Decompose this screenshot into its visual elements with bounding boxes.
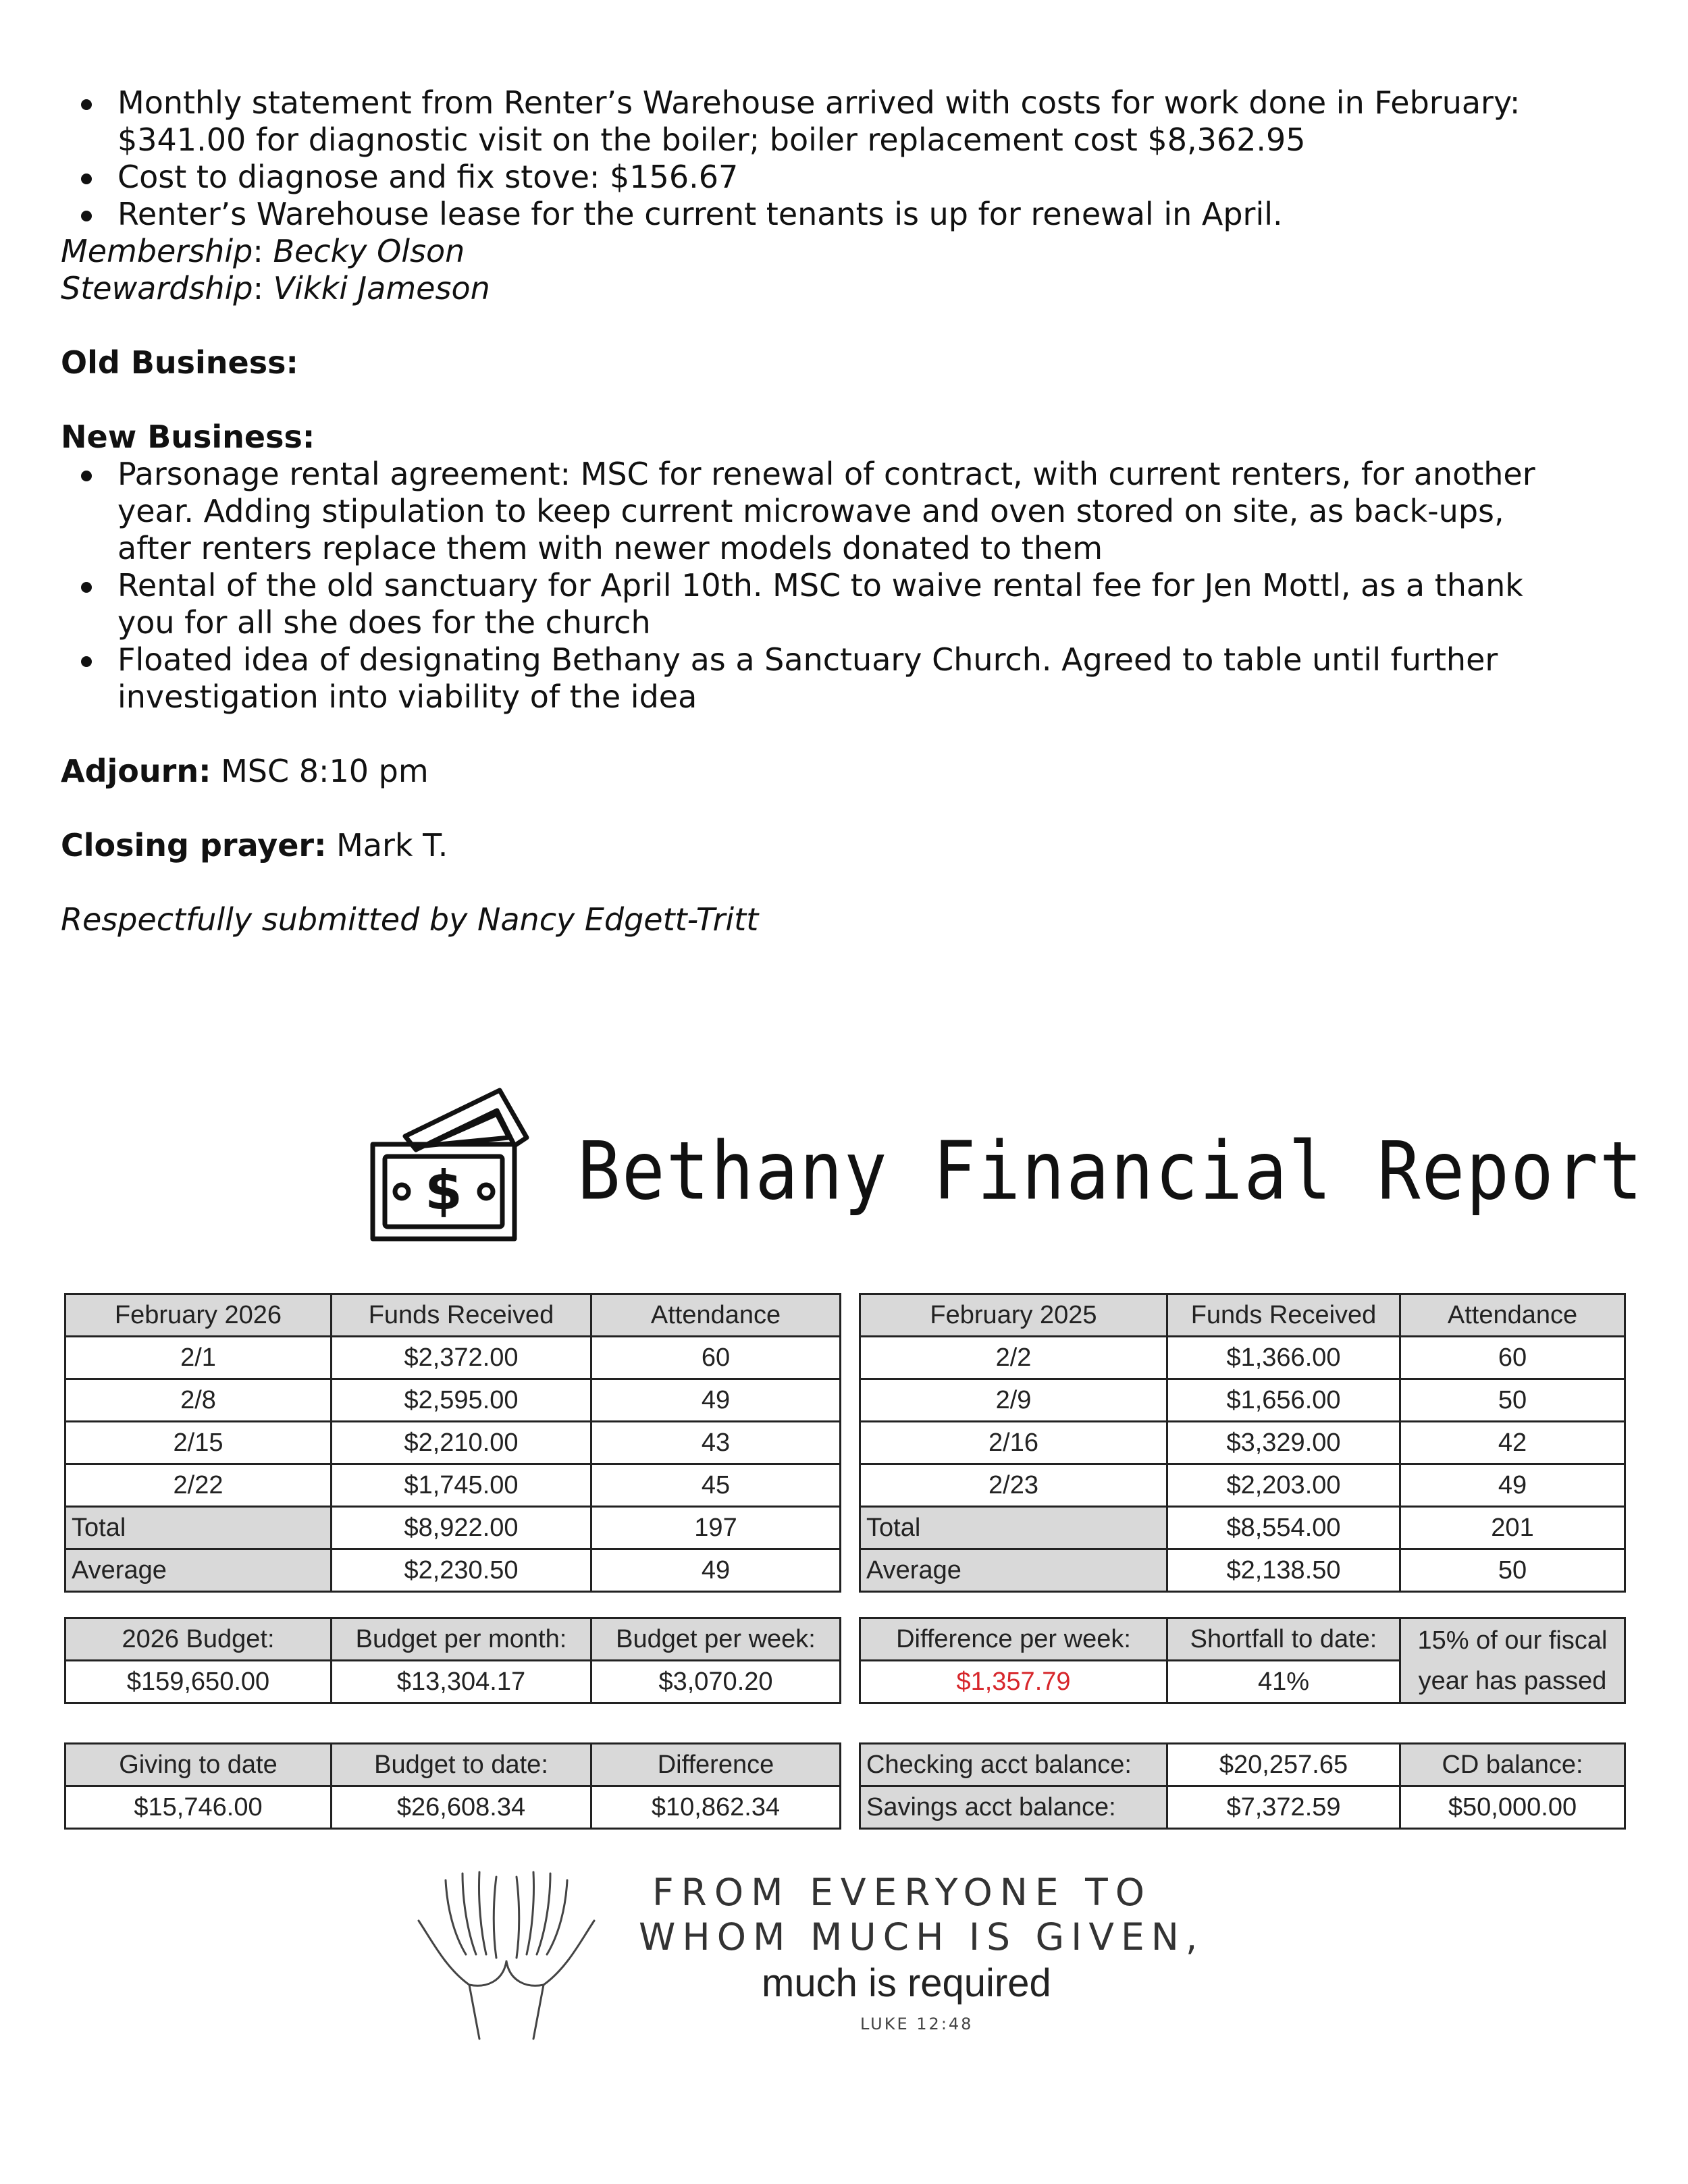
- weekly-budget-value: $3,070.20: [591, 1661, 841, 1703]
- table-row: [65, 1337, 841, 1379]
- column-header: Funds Received: [1167, 1294, 1400, 1337]
- list-item: [61, 196, 1634, 233]
- cd-value: $50,000.00: [1400, 1786, 1625, 1829]
- attendance-cell: 49: [1400, 1464, 1625, 1507]
- total-attendance: 197: [591, 1507, 841, 1549]
- funds-cell: $2,372.00: [332, 1337, 591, 1379]
- table-row: [860, 1379, 1625, 1422]
- table-row: [860, 1464, 1625, 1507]
- bullet-text: Monthly statement from Renter’s Warehouse arrived with costs for work done in February:: [117, 84, 1521, 121]
- average-attendance: 49: [591, 1549, 841, 1592]
- stewardship-label: Stewardship: [61, 270, 253, 307]
- weekly-difference-value: $1,357.79: [860, 1661, 1167, 1703]
- column-header: Funds Received: [332, 1294, 591, 1337]
- giving-to-date-value: $15,746.00: [65, 1786, 332, 1829]
- list-item: [61, 567, 1634, 641]
- balances-table: [859, 1742, 1626, 1830]
- funds-cell: $3,329.00: [1167, 1422, 1400, 1464]
- open-hands-icon: [405, 1867, 608, 2042]
- new-business-bullet-list: [61, 456, 1634, 716]
- list-item: [61, 84, 1634, 159]
- attendance-cell: 60: [1400, 1337, 1625, 1379]
- attendance-cell: 50: [1400, 1379, 1625, 1422]
- average-funds: $2,138.50: [1167, 1549, 1400, 1592]
- column-header: February 2026: [65, 1294, 332, 1337]
- total-funds: $8,554.00: [1167, 1507, 1400, 1549]
- date-cell: 2/16: [860, 1422, 1167, 1464]
- fiscal-year-note: [1400, 1618, 1625, 1703]
- giving-table: [64, 1742, 841, 1830]
- average-row: [860, 1549, 1625, 1592]
- bullet-text: Floated idea of designating Bethany as a Sanctuary Church. Agreed to table until further: [117, 641, 1498, 678]
- table-row: [860, 1786, 1625, 1829]
- submitted-by: Respectfully submitted by Nancy Edgett-Tritt: [61, 901, 759, 938]
- column-header: 2026 Budget:: [65, 1618, 332, 1661]
- total-attendance: 201: [1400, 1507, 1625, 1549]
- funds-cell: $2,595.00: [332, 1379, 591, 1422]
- total-funds: $8,922.00: [332, 1507, 591, 1549]
- savings-value: $7,372.59: [1167, 1786, 1400, 1829]
- difference-value: $10,862.34: [591, 1786, 841, 1829]
- bullet-text: after renters replace them with newer models donated to them: [117, 530, 1103, 566]
- average-label: Average: [65, 1549, 332, 1592]
- february-2025-table: [859, 1293, 1626, 1593]
- closing-prayer-label: Closing prayer:: [61, 827, 327, 863]
- old-business-heading: Old Business:: [61, 344, 298, 381]
- attendance-cell: 42: [1400, 1422, 1625, 1464]
- table-header-row: [65, 1294, 841, 1337]
- column-header: Difference: [591, 1744, 841, 1786]
- adjourn-line: [61, 753, 1634, 790]
- bullet-text: $341.00 for diagnostic visit on the boiler; boiler replacement cost $8,362.95: [117, 122, 1306, 158]
- adjourn-value: MSC 8:10 pm: [221, 753, 429, 789]
- table-row: [65, 1422, 841, 1464]
- column-header: Shortfall to date:: [1167, 1618, 1400, 1661]
- attendance-cell: 45: [591, 1464, 841, 1507]
- column-header: Giving to date: [65, 1744, 332, 1786]
- funds-cell: $1,366.00: [1167, 1337, 1400, 1379]
- table-header-row: [65, 1744, 841, 1786]
- adjourn-label: Adjourn:: [61, 753, 211, 789]
- column-header: Difference per week:: [860, 1618, 1167, 1661]
- total-label: Total: [65, 1507, 332, 1549]
- quote-line-1: FROM EVERYONE TO: [652, 1871, 1153, 1914]
- checking-value: $20,257.65: [1167, 1744, 1400, 1786]
- fiscal-note-line: year has passed: [1418, 1666, 1607, 1695]
- membership-line: Membership: Becky Olson: [61, 233, 465, 269]
- budget-to-date-value: $26,608.34: [332, 1786, 591, 1829]
- monthly-budget-value: $13,304.17: [332, 1661, 591, 1703]
- column-header: Attendance: [591, 1294, 841, 1337]
- total-row: [860, 1507, 1625, 1549]
- quote-line-3: much is required: [762, 1961, 1051, 2005]
- closing-prayer-value: Mark T.: [336, 827, 448, 863]
- list-item: [61, 159, 1634, 196]
- table-row: [860, 1422, 1625, 1464]
- funds-cell: $1,656.00: [1167, 1379, 1400, 1422]
- bullet-text: Parsonage rental agreement: MSC for renewal of contract, with current renters, for another: [117, 456, 1535, 492]
- table-header-row: [860, 1294, 1625, 1337]
- funds-cell: $2,203.00: [1167, 1464, 1400, 1507]
- checking-label: Checking acct balance:: [860, 1744, 1167, 1786]
- quote-line-2: WHOM MUCH IS GIVEN,: [639, 1915, 1205, 1959]
- bullet-text: Renter’s Warehouse lease for the current tenants is up for renewal in April.: [117, 196, 1283, 232]
- shortfall-table: [859, 1617, 1626, 1704]
- list-item: [61, 456, 1634, 567]
- date-cell: 2/9: [860, 1379, 1167, 1422]
- fiscal-note-line: 15% of our fiscal: [1417, 1626, 1608, 1655]
- new-business-heading: New Business:: [61, 419, 315, 455]
- list-item: [61, 641, 1634, 716]
- bullet-text: you for all she does for the church: [117, 604, 651, 641]
- date-cell: 2/2: [860, 1337, 1167, 1379]
- table-header-row: [65, 1618, 841, 1661]
- average-row: [65, 1549, 841, 1592]
- table-row: [65, 1661, 841, 1703]
- annual-budget-value: $159,650.00: [65, 1661, 332, 1703]
- date-cell: 2/23: [860, 1464, 1167, 1507]
- date-cell: 2/8: [65, 1379, 332, 1422]
- bullet-text: year. Adding stipulation to keep current microwave and oven stored on site, as back-ups,: [117, 493, 1504, 529]
- savings-label: Savings acct balance:: [860, 1786, 1167, 1829]
- date-cell: 2/1: [65, 1337, 332, 1379]
- total-row: [65, 1507, 841, 1549]
- table-row: [65, 1379, 841, 1422]
- bullet-text: investigation into viability of the idea: [117, 678, 697, 715]
- attendance-cell: 43: [591, 1422, 841, 1464]
- column-header: Budget per month:: [332, 1618, 591, 1661]
- average-label: Average: [860, 1549, 1167, 1592]
- average-attendance: 50: [1400, 1549, 1625, 1592]
- stewardship-line: Stewardship: Vikki Jameson: [61, 270, 490, 307]
- treasurer-bullet-list: [61, 84, 1634, 233]
- column-header: Attendance: [1400, 1294, 1625, 1337]
- meeting-minutes: [61, 84, 1634, 938]
- svg-text:$: $: [425, 1159, 463, 1222]
- table-header-row: [860, 1618, 1625, 1661]
- february-2026-table: [64, 1293, 841, 1593]
- cd-label: CD balance:: [1400, 1744, 1625, 1786]
- funds-cell: $2,210.00: [332, 1422, 591, 1464]
- closing-prayer-line: [61, 827, 1634, 864]
- table-row: [65, 1464, 841, 1507]
- table-row: [860, 1337, 1625, 1379]
- shortfall-percent-value: 41%: [1167, 1661, 1400, 1703]
- column-header: Budget to date:: [332, 1744, 591, 1786]
- attendance-cell: 60: [591, 1337, 841, 1379]
- average-funds: $2,230.50: [332, 1549, 591, 1592]
- stewardship-value: Vikki Jameson: [273, 270, 490, 307]
- date-cell: 2/15: [65, 1422, 332, 1464]
- column-header: February 2025: [860, 1294, 1167, 1337]
- money-icon: [365, 1084, 540, 1246]
- table-row: [860, 1744, 1625, 1786]
- attendance-cell: 49: [591, 1379, 841, 1422]
- bullet-text: Rental of the old sanctuary for April 10th. MSC to waive rental fee for Jen Mottl, as a thank: [117, 567, 1523, 604]
- funds-cell: $1,745.00: [332, 1464, 591, 1507]
- budget-table: [64, 1617, 841, 1704]
- total-label: Total: [860, 1507, 1167, 1549]
- quote-reference: LUKE 12:48: [860, 2015, 974, 2033]
- table-row: [65, 1786, 841, 1829]
- membership-label: Membership: [61, 233, 253, 269]
- bullet-text: Cost to diagnose and fix stove: $156.67: [117, 159, 739, 195]
- column-header: Budget per week:: [591, 1618, 841, 1661]
- report-title: Bethany Financial Report: [577, 1124, 1644, 1218]
- membership-value: Becky Olson: [273, 233, 465, 269]
- date-cell: 2/22: [65, 1464, 332, 1507]
